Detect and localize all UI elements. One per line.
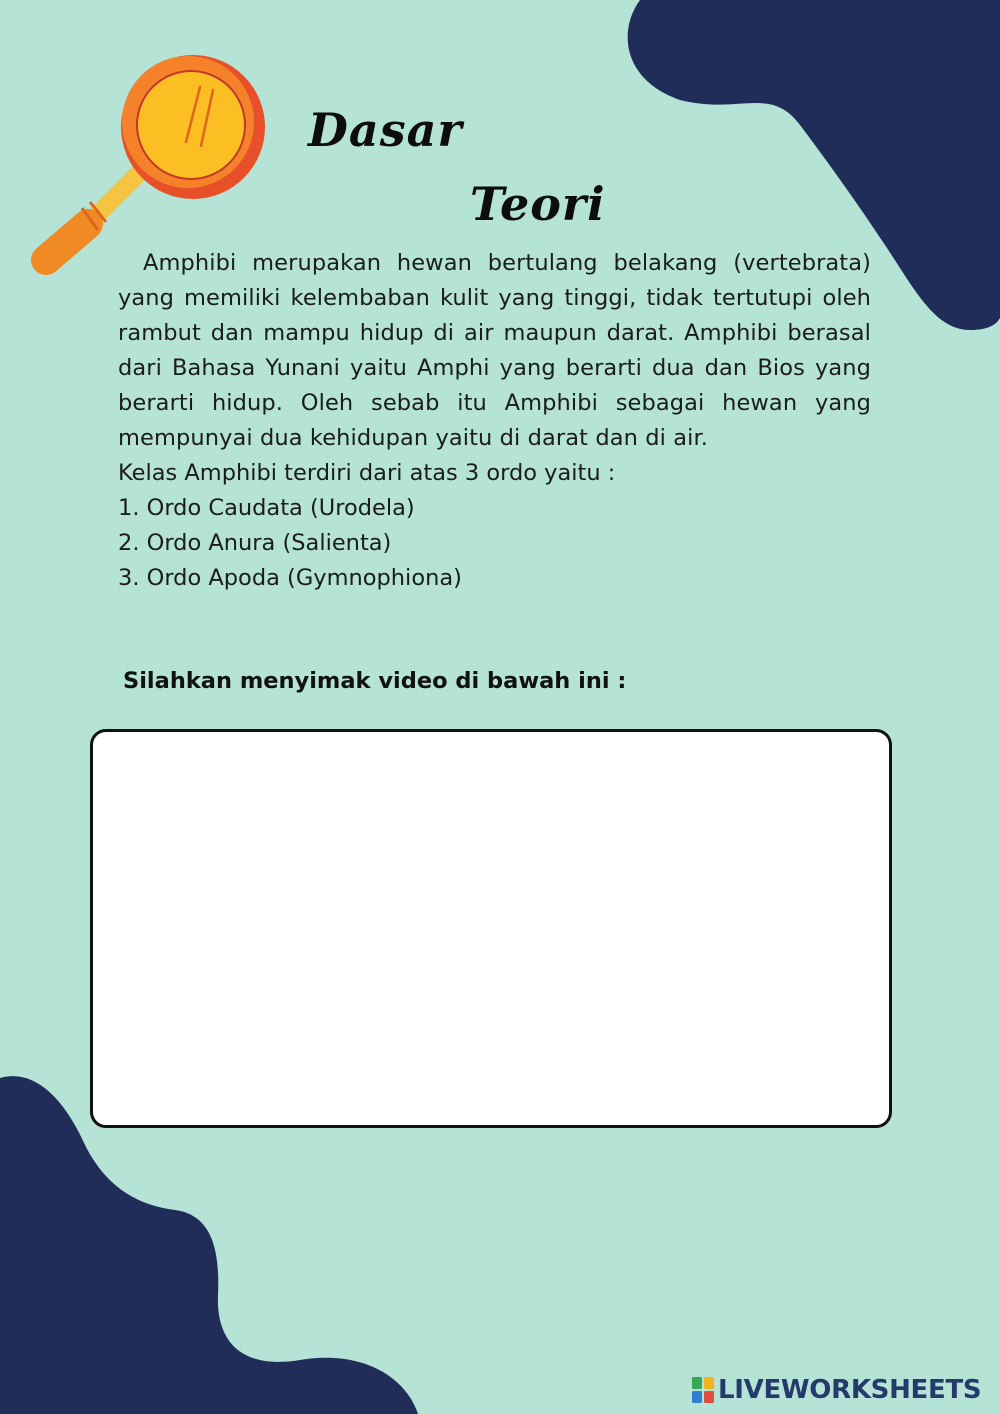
theory-content xyxy=(118,246,871,596)
video-player-area[interactable] xyxy=(90,729,892,1128)
title-line-teori: Teori xyxy=(470,177,606,231)
title-line-dasar: Dasar xyxy=(308,103,463,157)
liveworksheets-logo-text: LIVEWORKSHEETS xyxy=(718,1375,982,1405)
magnifying-glass-icon xyxy=(28,50,273,278)
ordo-item-anura: 2. Ordo Anura (Salienta) xyxy=(118,530,392,556)
video-instruction: Silahkan menyimak video di bawah ini : xyxy=(123,668,627,694)
theory-paragraph: Amphibi merupakan hewan bertulang belakang (vertebrata) yang memiliki kelembaban kulit yang tinggi, tidak tertutupi oleh rambut dan mampu hidup di air maupun darat. Amphibi berasal dari Bahasa Yunani yaitu Amphi yang berarti dua dan Bios yang berarti hidup. Oleh sebab itu Amphibi sebagai hewan yang mempunyai dua kehidupan yaitu di darat dan di air. xyxy=(118,250,871,451)
ordo-list xyxy=(118,491,871,596)
ordo-item-apoda: 3. Ordo Apoda (Gymnophiona) xyxy=(118,565,462,591)
liveworksheets-logo-icon xyxy=(692,1377,714,1403)
ordo-item-caudata: 1. Ordo Caudata (Urodela) xyxy=(118,495,415,521)
liveworksheets-logo[interactable] xyxy=(692,1373,981,1407)
ordo-intro: Kelas Amphibi terdiri dari atas 3 ordo yaitu : xyxy=(118,460,616,486)
